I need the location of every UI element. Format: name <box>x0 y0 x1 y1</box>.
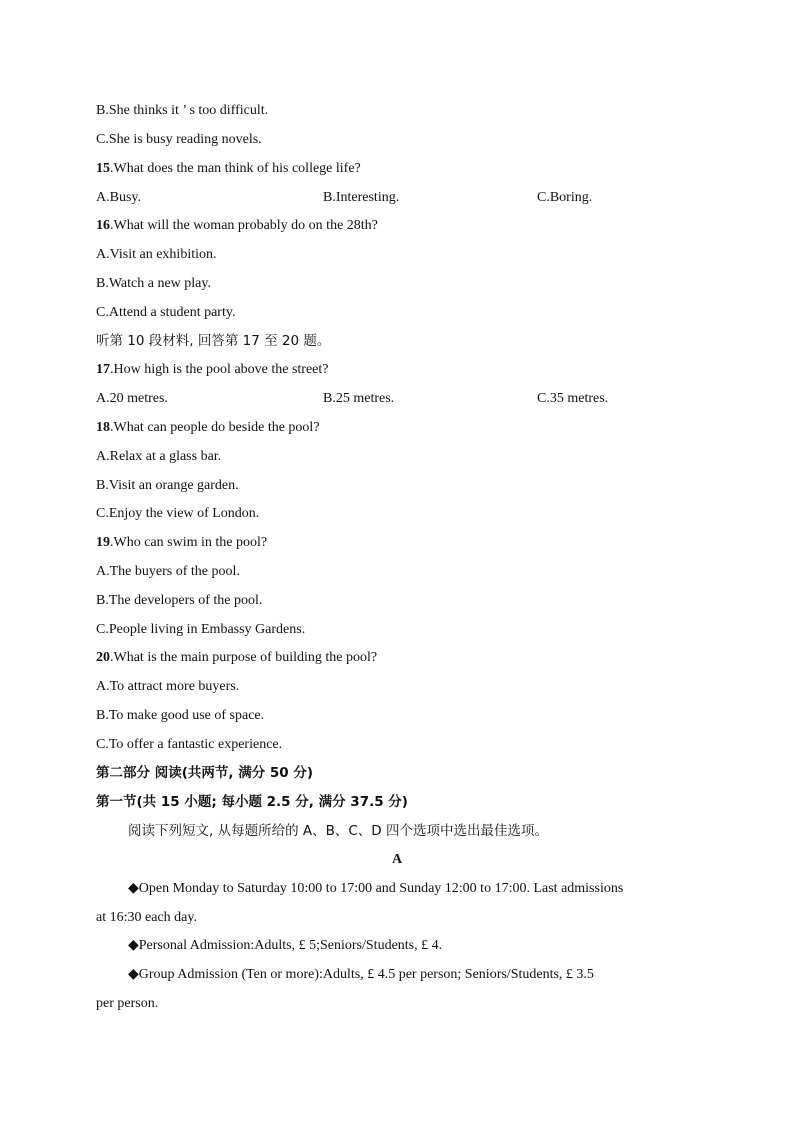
question-text: .What will the woman probably do on the 28th? <box>110 218 378 233</box>
option-18b: B.Visit an orange garden. <box>96 478 239 493</box>
option-17b: B.25 metres. <box>323 391 395 406</box>
question-18 <box>96 419 320 437</box>
option-15c: C.Boring. <box>537 190 593 205</box>
question-number: 19 <box>96 535 110 550</box>
option-20c: C.To offer a fantastic experience. <box>96 737 283 752</box>
question-number: 20 <box>96 650 110 665</box>
part-heading: 第二部分 阅读(共两节, 满分 50 分) <box>96 765 314 781</box>
section-instruction: 听第 10 段材料, 回答第 17 至 20 题。 <box>96 333 331 349</box>
passage-line-1: ◆Open Monday to Saturday 10:00 to 17:00 and Sunday 12:00 to 17:00. Last admissions <box>128 881 624 896</box>
question-16 <box>96 217 378 235</box>
option-18a: A.Relax at a glass bar. <box>96 449 222 464</box>
passage-line-5: per person. <box>96 996 159 1011</box>
option-14c: C.She is busy reading novels. <box>96 132 262 147</box>
question-text: .Who can swim in the pool? <box>110 535 268 550</box>
question-number: 17 <box>96 362 110 377</box>
question-number: 16 <box>96 218 110 233</box>
option-19c: C.People living in Embassy Gardens. <box>96 622 306 637</box>
question-number: 18 <box>96 420 110 435</box>
option-20b: B.To make good use of space. <box>96 708 265 723</box>
option-18c: C.Enjoy the view of London. <box>96 506 260 521</box>
option-15b: B.Interesting. <box>323 190 400 205</box>
option-15a: A.Busy. <box>96 190 141 205</box>
option-16b: B.Watch a new play. <box>96 276 211 291</box>
reading-instruction: 阅读下列短文, 从每题所给的 A、B、C、D 四个选项中选出最佳选项。 <box>128 823 548 839</box>
option-19a: A.The buyers of the pool. <box>96 564 240 579</box>
section-heading: 第一节(共 15 小题; 每小题 2.5 分, 满分 37.5 分) <box>96 794 408 810</box>
question-text: .What is the main purpose of building the pool? <box>110 650 378 665</box>
passage-line-2: at 16:30 each day. <box>96 910 197 925</box>
option-16c: C.Attend a student party. <box>96 305 236 320</box>
option-20a: A.To attract more buyers. <box>96 679 240 694</box>
question-text: .What can people do beside the pool? <box>110 420 320 435</box>
question-text: .How high is the pool above the street? <box>110 362 329 377</box>
question-15 <box>96 160 361 178</box>
option-16a: A.Visit an exhibition. <box>96 247 217 262</box>
passage-title: A <box>391 852 403 867</box>
question-19 <box>96 534 267 552</box>
option-14b: B.She thinks it ’ s too difficult. <box>96 103 269 118</box>
question-text: .What does the man think of his college life? <box>110 161 361 176</box>
question-17 <box>96 361 329 379</box>
option-17c: C.35 metres. <box>537 391 609 406</box>
question-20 <box>96 649 377 667</box>
option-19b: B.The developers of the pool. <box>96 593 263 608</box>
option-17a: A.20 metres. <box>96 391 168 406</box>
question-number: 15 <box>96 161 110 176</box>
passage-line-4: ◆Group Admission (Ten or more):Adults, £ 4.5 per person; Seniors/Students, £ 3.5 <box>128 967 594 982</box>
passage-line-3: ◆Personal Admission:Adults, £ 5;Seniors/Students, £ 4. <box>128 938 443 953</box>
